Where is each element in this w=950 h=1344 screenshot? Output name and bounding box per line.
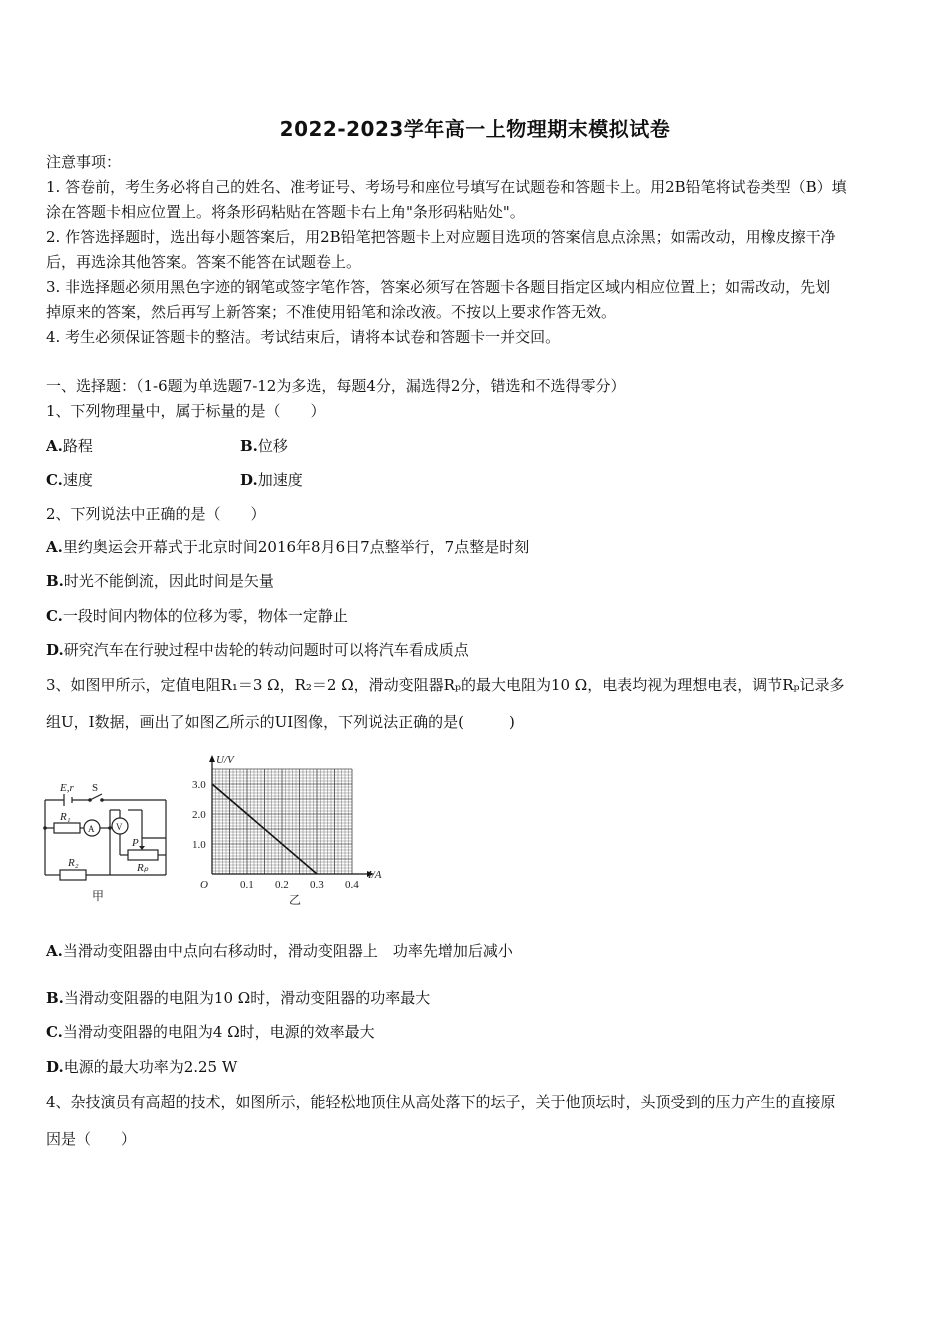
notice-line-2: 涂在答题卡相应位置上。将条形码粘贴在答题卡右上角"条形码粘贴处"。 [46, 203, 525, 221]
y-tick-label: 2.0 [192, 809, 206, 821]
notice-line-3: 2. 作答选择题时，选出每小题答案后，用2B铅笔把答题卡上对应题目选项的答案信息点涂黑；如需改动，用橡皮擦干净 [46, 228, 836, 246]
q4-stem-line-1: 4、杂技演员有高超的技术，如图所示，能轻松地顶住从高处落下的坛子，关于他顶坛时，头顶受到的压力产生的直接原 [46, 1093, 836, 1111]
q1-stem: 1、下列物理量中，属于标量的是（ ） [46, 402, 326, 420]
chart-labels [192, 754, 382, 907]
circuit-caption: 甲 [92, 889, 105, 903]
q3-stem-line-1: 3、如图甲所示，定值电阻R₁＝3 Ω，R₂＝2 Ω，滑动变阻器Rₚ的最大电阻为10 Ω，电表均视为理想电表，调节Rₚ记录多 [46, 676, 845, 694]
notice-line-5: 3. 非选择题必须用黑色字迹的钢笔或签字笔作答，答案必须写在答题卡各题目指定区域内相应位置上；如需改动，先划 [46, 278, 831, 296]
ui-graph [190, 738, 400, 908]
q2-stem: 2、下列说法中正确的是（ ） [46, 505, 266, 523]
q3-stem-line-2: 组U，I数据，画出了如图乙所示的UI图像，下列说法正确的是( ) [46, 713, 515, 731]
slider-label: P [132, 837, 139, 849]
q4-stem-line-2: 因是（ ） [46, 1130, 137, 1148]
q1-option-a: A.路程 [46, 437, 93, 455]
q1-option-d: D.加速度 [240, 471, 303, 489]
circuit-diagram [40, 780, 180, 905]
rp-label: Rₚ [137, 862, 149, 874]
r1-label: R₁ [60, 811, 71, 823]
x-tick-label: 0.1 [240, 879, 254, 891]
q1-option-c: C.速度 [46, 471, 93, 489]
x-tick-label: 0.3 [310, 879, 324, 891]
ammeter-label: A [88, 824, 95, 834]
q2-option-d: D.研究汽车在行驶过程中齿轮的转动问题时可以将汽车看成质点 [46, 641, 469, 659]
x-tick-label: 0.2 [275, 879, 289, 891]
chart-grid [212, 769, 352, 874]
voltmeter-label: V [116, 822, 123, 832]
q2-option-b: B.时光不能倒流，因此时间是矢量 [46, 572, 274, 590]
y-axis-label: U/V [216, 754, 234, 766]
q3-option-d: D.电源的最大功率为2.25 W [46, 1058, 238, 1076]
page-title: 2022-2023学年高一上物理期末模拟试卷 [279, 117, 671, 141]
switch-label: S [92, 782, 99, 794]
chart-caption: 乙 [289, 893, 302, 907]
y-axis-arrow [209, 755, 215, 762]
q1-option-b: B.位移 [240, 437, 288, 455]
x-axis-label: I/A [368, 869, 382, 881]
notice-line-4: 后，再选涂其他答案。答案不能答在试题卷上。 [46, 253, 362, 271]
q3-option-b: B.当滑动变阻器的电阻为10 Ω时，滑动变阻器的功率最大 [46, 989, 431, 1007]
q2-option-a: A.里约奥运会开幕式于北京时间2016年8月6日7点整举行，7点整是时刻 [46, 538, 530, 556]
notice-heading: 注意事项： [46, 153, 122, 171]
r2-label: R₂ [68, 857, 79, 869]
section-heading: 一、选择题：（1-6题为单选题7-12为多选，每题4分，漏选得2分，错选和不选得零分） [46, 377, 626, 395]
q3-option-c: C.当滑动变阻器的电阻为4 Ω时，电源的效率最大 [46, 1023, 375, 1041]
q2-option-c: C.一段时间内物体的位移为零，物体一定静止 [46, 607, 348, 625]
y-tick-label: 3.0 [192, 779, 206, 791]
notice-line-6: 掉原来的答案，然后再写上新答案；不准使用铅笔和涂改液。不按以上要求作答无效。 [46, 303, 617, 321]
q3-option-a: A.当滑动变阻器由中点向右移动时，滑动变阻器上 功率先增加后减小 [46, 942, 513, 960]
notice-line-7: 4. 考生必须保证答题卡的整洁。考试结束后，请将本试卷和答题卡一并交回。 [46, 328, 561, 346]
x-tick-label: 0.4 [345, 879, 359, 891]
y-tick-label: 1.0 [192, 839, 206, 851]
origin-label: O [200, 879, 208, 891]
battery-label: E,r [60, 782, 74, 794]
notice-line-1: 1. 答卷前，考生务必将自己的姓名、准考证号、考场号和座位号填写在试题卷和答题卡上。用2B铅笔将试卷类型（B）填 [46, 178, 847, 196]
